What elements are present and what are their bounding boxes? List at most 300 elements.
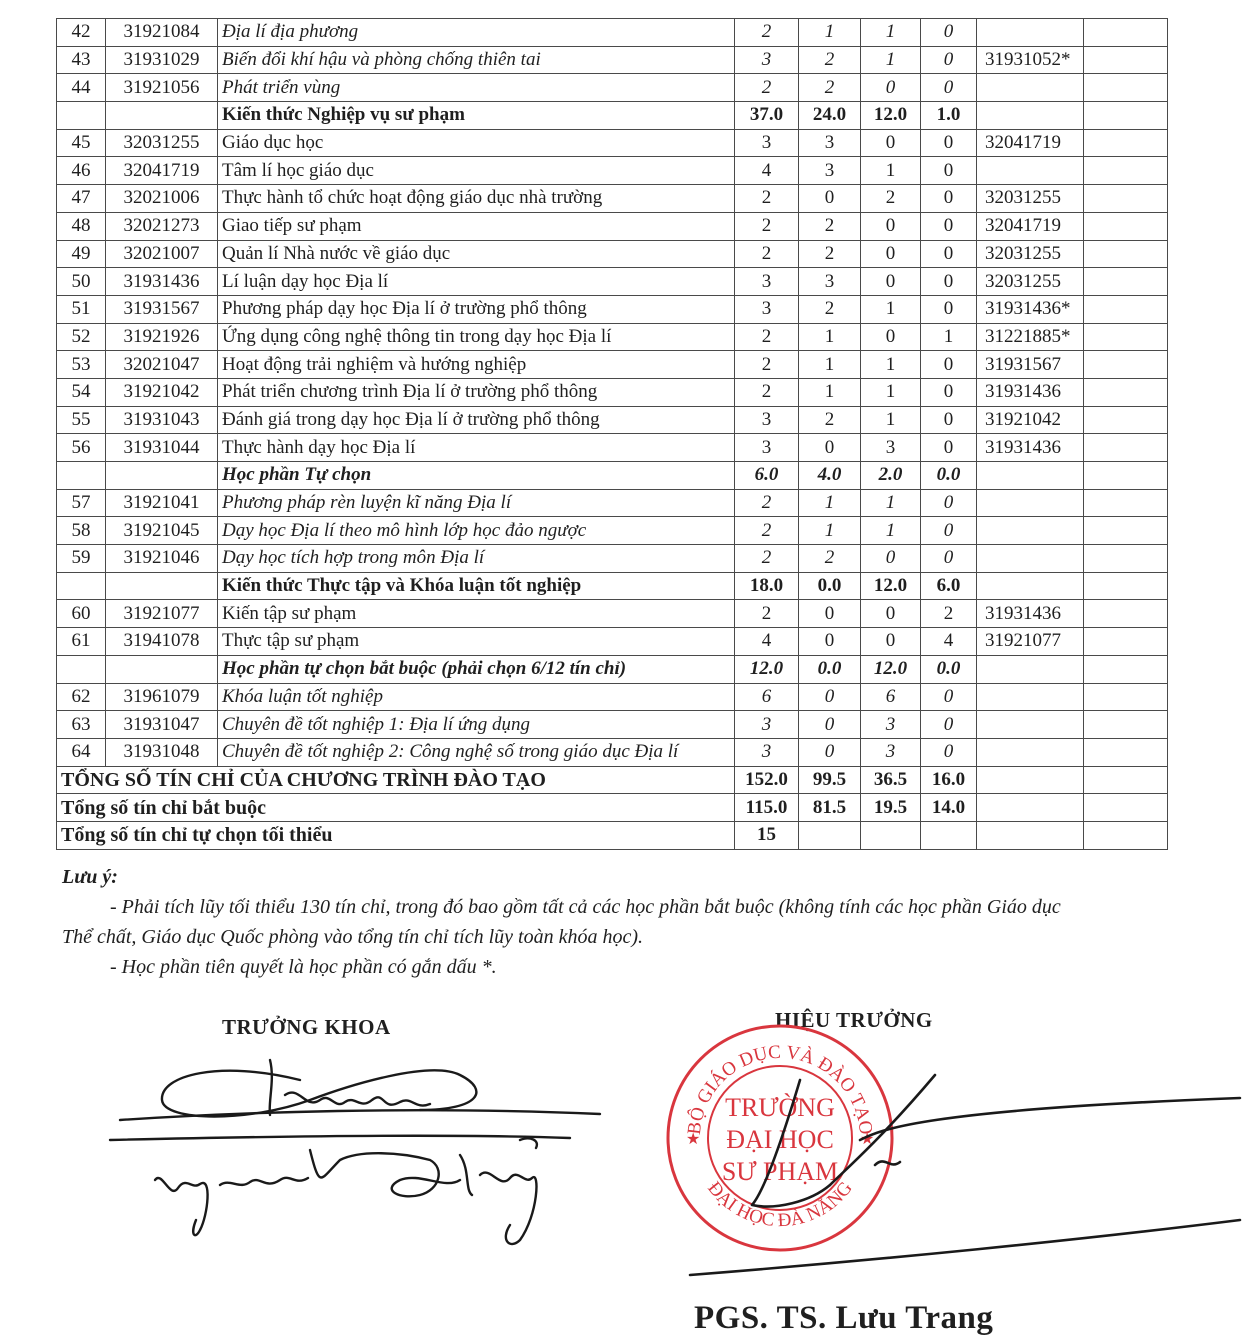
row-stt: 49: [57, 240, 106, 268]
empty-cell: [1084, 185, 1168, 213]
row-stt: 59: [57, 545, 106, 573]
prerequisite: 32031255: [977, 268, 1084, 296]
rector-title: HIỆU TRƯỞNG: [775, 1008, 933, 1032]
credits-internship: 4: [921, 628, 977, 656]
note-line-2: Thể chất, Giáo dục Quốc phòng vào tổng tín chỉ tích lũy toàn khóa học).: [62, 926, 644, 948]
credits-internship: 2: [921, 600, 977, 628]
prerequisite: 31921042: [977, 406, 1084, 434]
credits-practice: 1: [861, 351, 921, 379]
empty-cell: [1084, 655, 1168, 683]
row-stt: 46: [57, 157, 106, 185]
empty-cell: [1084, 351, 1168, 379]
row-stt: [57, 102, 106, 130]
credits-practice: 2.0: [861, 462, 921, 490]
credits-internship: 0: [921, 129, 977, 157]
credits-internship: 0: [921, 517, 977, 545]
credits-practice: 0: [861, 628, 921, 656]
empty-cell: [1084, 628, 1168, 656]
credits-theory: 2: [799, 240, 861, 268]
prerequisite: 31221885*: [977, 323, 1084, 351]
empty-cell: [1084, 212, 1168, 240]
table-row: [57, 46, 1168, 74]
table-row: [57, 683, 1168, 711]
row-stt: 60: [57, 600, 106, 628]
credits-practice: 0: [861, 74, 921, 102]
row-stt: 54: [57, 378, 106, 406]
credits-internship: 0: [921, 74, 977, 102]
credits-total: 2: [735, 74, 799, 102]
prerequisite: [977, 517, 1084, 545]
credits-theory: 2: [799, 212, 861, 240]
credits-practice: 3: [861, 738, 921, 766]
table-section-row: [57, 572, 1168, 600]
course-code: 31921045: [106, 517, 218, 545]
credits-total: 2: [735, 378, 799, 406]
table-row: [57, 240, 1168, 268]
credits-theory: 0: [799, 628, 861, 656]
credits-practice: 0: [861, 323, 921, 351]
credits-total: 2: [735, 19, 799, 47]
course-name: Ứng dụng công nghệ thông tin trong dạy học Địa lí: [218, 323, 735, 351]
credits-theory: 24.0: [799, 102, 861, 130]
credits-total: 2: [735, 489, 799, 517]
course-name: Giáo dục học: [218, 129, 735, 157]
credits-total: 2: [735, 545, 799, 573]
credits-theory: 2: [799, 295, 861, 323]
course-code: 31921077: [106, 600, 218, 628]
credits-internship: 0: [921, 351, 977, 379]
credits-theory: 1: [799, 517, 861, 545]
course-code: 31921041: [106, 489, 218, 517]
credits-theory: 0: [799, 600, 861, 628]
credits-practice: 1: [861, 295, 921, 323]
prerequisite: [977, 683, 1084, 711]
credits-internship: 0.0: [921, 462, 977, 490]
course-name: Kiến thức Nghiệp vụ sư phạm: [218, 102, 735, 130]
credits-total: 3: [735, 46, 799, 74]
credits-practice: 12.0: [861, 655, 921, 683]
row-stt: 52: [57, 323, 106, 351]
row-stt: 43: [57, 46, 106, 74]
credits-practice: 3: [861, 434, 921, 462]
credits-internship: 0: [921, 738, 977, 766]
course-code: 31921056: [106, 74, 218, 102]
total-tt: 16.0: [921, 766, 977, 794]
total-rows: [57, 766, 1168, 849]
empty-cell: [1084, 74, 1168, 102]
row-stt: 51: [57, 295, 106, 323]
empty-cell: [1084, 794, 1168, 822]
table-row: [57, 628, 1168, 656]
credits-practice: 0: [861, 545, 921, 573]
credits-theory: 3: [799, 268, 861, 296]
table-row: [57, 323, 1168, 351]
credits-total: 3: [735, 129, 799, 157]
course-name: Phương pháp rèn luyện kĩ năng Địa lí: [218, 489, 735, 517]
prerequisite: 31931436*: [977, 295, 1084, 323]
row-stt: 57: [57, 489, 106, 517]
stamp-star-left: ★: [686, 1131, 701, 1148]
credits-total: 3: [735, 434, 799, 462]
row-stt: 62: [57, 683, 106, 711]
course-name: Dạy học tích hợp trong môn Địa lí: [218, 545, 735, 573]
prerequisite: 31931436: [977, 434, 1084, 462]
credits-practice: 0: [861, 600, 921, 628]
empty-cell: [1084, 821, 1168, 849]
row-stt: 42: [57, 19, 106, 47]
credits-total: 2: [735, 351, 799, 379]
credits-practice: 1: [861, 517, 921, 545]
credits-total: 2: [735, 212, 799, 240]
rector-signature: [680, 1070, 1246, 1290]
total-label: Tổng số tín chỉ tự chọn tối thiểu: [57, 821, 735, 849]
course-name: Thực hành tổ chức hoạt động giáo dục nhà trường: [218, 185, 735, 213]
table-row: [57, 545, 1168, 573]
course-name: Khóa luận tốt nghiệp: [218, 683, 735, 711]
table-row: [57, 711, 1168, 739]
credits-internship: 0: [921, 406, 977, 434]
stamp-star-right: ★: [860, 1131, 875, 1148]
course-name: Hoạt động trải nghiệm và hướng nghiệp: [218, 351, 735, 379]
credits-total: 4: [735, 628, 799, 656]
course-name: Quản lí Nhà nước về giáo dục: [218, 240, 735, 268]
credits-total: 2: [735, 517, 799, 545]
table-row: [57, 212, 1168, 240]
total-label: TỔNG SỐ TÍN CHỈ CỦA CHƯƠNG TRÌNH ĐÀO TẠO: [57, 766, 735, 794]
note-block: [62, 862, 1172, 982]
credits-theory: 1: [799, 323, 861, 351]
credits-theory: 2: [799, 545, 861, 573]
table-section-row: [57, 462, 1168, 490]
course-code: 31961079: [106, 683, 218, 711]
course-code: 32021047: [106, 351, 218, 379]
course-name: Kiến thức Thực tập và Khóa luận tốt nghiệp: [218, 572, 735, 600]
total-tt: [921, 821, 977, 849]
empty-cell: [977, 821, 1084, 849]
total-th: 19.5: [861, 794, 921, 822]
empty-cell: [1084, 489, 1168, 517]
course-code: 31921084: [106, 19, 218, 47]
credits-internship: 0: [921, 185, 977, 213]
total-th: [861, 821, 921, 849]
course-name: Phát triển chương trình Địa lí ở trường phổ thông: [218, 378, 735, 406]
empty-cell: [1084, 129, 1168, 157]
prerequisite: 31931436: [977, 600, 1084, 628]
course-name: Kiến tập sư phạm: [218, 600, 735, 628]
prerequisite: 32041719: [977, 212, 1084, 240]
credits-total: 37.0: [735, 102, 799, 130]
empty-cell: [1084, 766, 1168, 794]
credits-internship: 0: [921, 378, 977, 406]
credits-practice: 0: [861, 129, 921, 157]
empty-cell: [1084, 711, 1168, 739]
empty-cell: [1084, 462, 1168, 490]
credits-total: 6.0: [735, 462, 799, 490]
prerequisite: [977, 545, 1084, 573]
credits-theory: 0: [799, 185, 861, 213]
credits-total: 2: [735, 185, 799, 213]
empty-cell: [1084, 600, 1168, 628]
credits-theory: 0.0: [799, 655, 861, 683]
credits-theory: 0: [799, 683, 861, 711]
credits-practice: 1: [861, 46, 921, 74]
prerequisite: [977, 157, 1084, 185]
course-name: Học phần Tự chọn: [218, 462, 735, 490]
empty-cell: [1084, 572, 1168, 600]
credits-practice: 1: [861, 406, 921, 434]
course-code: 32021273: [106, 212, 218, 240]
credits-total: 2: [735, 600, 799, 628]
course-rows: [57, 19, 1168, 767]
course-code: 32031255: [106, 129, 218, 157]
row-stt: 45: [57, 129, 106, 157]
total-tt: 14.0: [921, 794, 977, 822]
prerequisite: 31931052*: [977, 46, 1084, 74]
course-name: Lí luận dạy học Địa lí: [218, 268, 735, 296]
table-section-row: [57, 102, 1168, 130]
credits-theory: 0: [799, 738, 861, 766]
total-tc: 115.0: [735, 794, 799, 822]
prerequisite: [977, 655, 1084, 683]
empty-cell: [1084, 323, 1168, 351]
prerequisite: [977, 19, 1084, 47]
table-row: [57, 129, 1168, 157]
prerequisite: 32031255: [977, 185, 1084, 213]
empty-cell: [1084, 295, 1168, 323]
course-name: Dạy học Địa lí theo mô hình lớp học đảo ngược: [218, 517, 735, 545]
prerequisite: [977, 102, 1084, 130]
course-name: Địa lí địa phương: [218, 19, 735, 47]
course-code: 32041719: [106, 157, 218, 185]
course-code: 31921046: [106, 545, 218, 573]
table-row: [57, 600, 1168, 628]
empty-cell: [1084, 240, 1168, 268]
course-code: 31921926: [106, 323, 218, 351]
row-stt: 47: [57, 185, 106, 213]
course-code: [106, 655, 218, 683]
course-name: Phát triển vùng: [218, 74, 735, 102]
credits-theory: 1: [799, 351, 861, 379]
course-code: 31931047: [106, 711, 218, 739]
empty-cell: [977, 794, 1084, 822]
empty-cell: [1084, 157, 1168, 185]
course-name: Thực hành dạy học Địa lí: [218, 434, 735, 462]
credits-practice: 0: [861, 268, 921, 296]
course-code: 31931436: [106, 268, 218, 296]
note-line-3: - Học phần tiên quyết là học phần có gắn dấu *.: [110, 956, 497, 978]
credits-practice: 2: [861, 185, 921, 213]
course-code: [106, 462, 218, 490]
row-stt: 55: [57, 406, 106, 434]
credits-practice: 0: [861, 240, 921, 268]
table-row: [57, 489, 1168, 517]
credits-total: 3: [735, 295, 799, 323]
credits-total: 2: [735, 323, 799, 351]
course-code: 31931044: [106, 434, 218, 462]
note-line-1: - Phải tích lũy tối thiểu 130 tín chỉ, trong đó bao gồm tất cả các học phần bắt buộc (không tính các học phần Giáo dục: [110, 896, 1061, 918]
total-tc: 152.0: [735, 766, 799, 794]
rector-name: PGS. TS. Lưu Trang: [694, 1300, 994, 1336]
credits-internship: 0: [921, 295, 977, 323]
table-row: [57, 738, 1168, 766]
credits-total: 2: [735, 240, 799, 268]
credits-theory: 0.0: [799, 572, 861, 600]
table-row: [57, 378, 1168, 406]
credits-internship: 0: [921, 489, 977, 517]
dean-signature: [100, 1040, 620, 1260]
row-stt: [57, 462, 106, 490]
credits-internship: 0: [921, 268, 977, 296]
row-stt: 61: [57, 628, 106, 656]
credits-total: 3: [735, 406, 799, 434]
prerequisite: [977, 489, 1084, 517]
course-name: Đánh giá trong dạy học Địa lí ở trường phổ thông: [218, 406, 735, 434]
course-name: Chuyên đề tốt nghiệp 2: Công nghệ số trong giáo dục Địa lí: [218, 738, 735, 766]
course-code: 31931567: [106, 295, 218, 323]
course-code: [106, 572, 218, 600]
course-code: 32021007: [106, 240, 218, 268]
credits-total: 3: [735, 711, 799, 739]
credits-internship: 1: [921, 323, 977, 351]
row-stt: 64: [57, 738, 106, 766]
stamp-text-center-1: TRƯỜNG: [725, 1093, 835, 1122]
prerequisite: 32041719: [977, 129, 1084, 157]
course-code: 31921042: [106, 378, 218, 406]
credits-internship: 0: [921, 212, 977, 240]
empty-cell: [1084, 102, 1168, 130]
empty-cell: [1084, 517, 1168, 545]
credits-total: 3: [735, 268, 799, 296]
credits-internship: 0: [921, 683, 977, 711]
row-stt: 56: [57, 434, 106, 462]
credits-internship: 1.0: [921, 102, 977, 130]
row-stt: 50: [57, 268, 106, 296]
prerequisite: [977, 738, 1084, 766]
total-lt: [799, 821, 861, 849]
credits-practice: 3: [861, 711, 921, 739]
table-row: [57, 268, 1168, 296]
credits-internship: 6.0: [921, 572, 977, 600]
table-row: [57, 74, 1168, 102]
note-title: Lưu ý:: [62, 866, 118, 888]
course-name: Phương pháp dạy học Địa lí ở trường phổ thông: [218, 295, 735, 323]
total-lt: 81.5: [799, 794, 861, 822]
empty-cell: [1084, 738, 1168, 766]
course-name: Tâm lí học giáo dục: [218, 157, 735, 185]
credits-theory: 1: [799, 19, 861, 47]
credits-theory: 3: [799, 157, 861, 185]
credits-practice: 6: [861, 683, 921, 711]
row-stt: 53: [57, 351, 106, 379]
credits-internship: 0: [921, 157, 977, 185]
total-tc: 15: [735, 821, 799, 849]
credits-practice: 1: [861, 19, 921, 47]
credits-practice: 12.0: [861, 102, 921, 130]
empty-cell: [1084, 545, 1168, 573]
prerequisite: 31931567: [977, 351, 1084, 379]
credits-internship: 0: [921, 434, 977, 462]
credits-theory: 0: [799, 711, 861, 739]
credits-total: 6: [735, 683, 799, 711]
course-code: 31931029: [106, 46, 218, 74]
table-row: [57, 517, 1168, 545]
course-code: 31931043: [106, 406, 218, 434]
stamp-text-center-3: SƯ PHẠM: [721, 1157, 839, 1186]
credits-total: 3: [735, 738, 799, 766]
course-name: Thực tập sư phạm: [218, 628, 735, 656]
total-lt: 99.5: [799, 766, 861, 794]
curriculum-table: [56, 18, 1168, 850]
table-total-row: [57, 794, 1168, 822]
credits-practice: 0: [861, 212, 921, 240]
stamp-text-top: BỘ GIÁO DỤC VÀ ĐÀO TẠO: [683, 1041, 877, 1136]
stamp-text-center-2: ĐẠI HỌC: [726, 1125, 834, 1154]
credits-theory: 0: [799, 434, 861, 462]
table-row: [57, 351, 1168, 379]
credits-internship: 0: [921, 240, 977, 268]
credits-theory: 2: [799, 46, 861, 74]
prerequisite: [977, 74, 1084, 102]
course-code: [106, 102, 218, 130]
course-name: Chuyên đề tốt nghiệp 1: Địa lí ứng dụng: [218, 711, 735, 739]
empty-cell: [1084, 683, 1168, 711]
prerequisite: 32031255: [977, 240, 1084, 268]
row-stt: 44: [57, 74, 106, 102]
course-name: Giao tiếp sư phạm: [218, 212, 735, 240]
credits-theory: 1: [799, 489, 861, 517]
empty-cell: [977, 766, 1084, 794]
credits-internship: 0: [921, 711, 977, 739]
dean-title: TRƯỞNG KHOA: [222, 1015, 391, 1039]
course-code: 32021006: [106, 185, 218, 213]
total-label: Tổng số tín chỉ bắt buộc: [57, 794, 735, 822]
row-stt: 58: [57, 517, 106, 545]
credits-internship: 0.0: [921, 655, 977, 683]
credits-practice: 1: [861, 489, 921, 517]
row-stt: [57, 655, 106, 683]
course-name: Biến đổi khí hậu và phòng chống thiên tai: [218, 46, 735, 74]
credits-practice: 1: [861, 157, 921, 185]
prerequisite: 31931436: [977, 378, 1084, 406]
credits-internship: 0: [921, 545, 977, 573]
empty-cell: [1084, 46, 1168, 74]
prerequisite: [977, 572, 1084, 600]
credits-internship: 0: [921, 46, 977, 74]
stamp-text-bottom: ĐẠI HỌC ĐÀ NẴNG: [703, 1177, 857, 1232]
table-section-row: [57, 655, 1168, 683]
empty-cell: [1084, 268, 1168, 296]
table-total-row: [57, 766, 1168, 794]
row-stt: 48: [57, 212, 106, 240]
credits-total: 4: [735, 157, 799, 185]
table-row: [57, 295, 1168, 323]
table-row: [57, 185, 1168, 213]
table-row: [57, 406, 1168, 434]
credits-theory: 2: [799, 74, 861, 102]
course-code: 31941078: [106, 628, 218, 656]
prerequisite: [977, 462, 1084, 490]
credits-total: 12.0: [735, 655, 799, 683]
course-name: Học phần tự chọn bắt buộc (phải chọn 6/12 tín chỉ): [218, 655, 735, 683]
course-code: 31931048: [106, 738, 218, 766]
row-stt: [57, 572, 106, 600]
row-stt: 63: [57, 711, 106, 739]
credits-theory: 1: [799, 378, 861, 406]
empty-cell: [1084, 19, 1168, 47]
empty-cell: [1084, 406, 1168, 434]
empty-cell: [1084, 434, 1168, 462]
total-th: 36.5: [861, 766, 921, 794]
